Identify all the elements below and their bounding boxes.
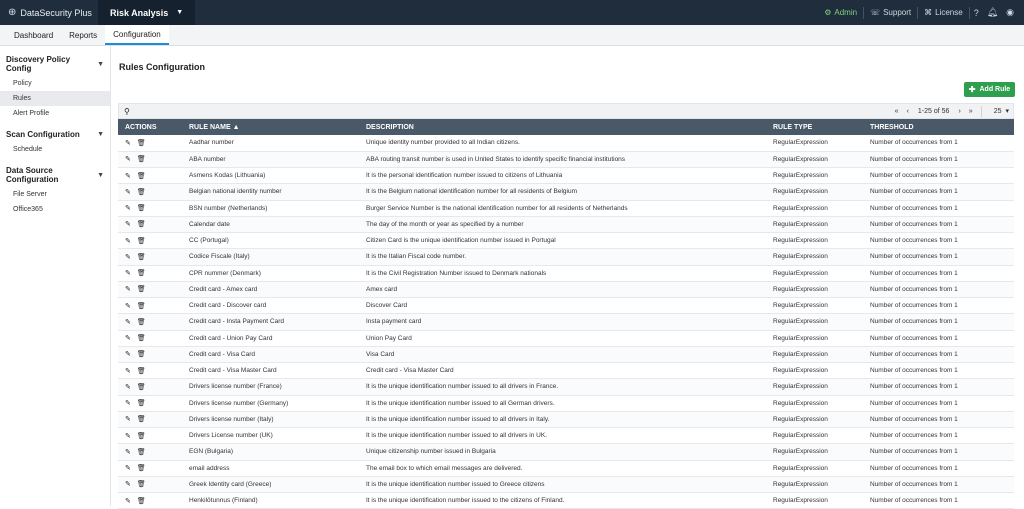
rule-type-cell: RegularExpression [766,444,863,460]
row-actions [118,411,182,427]
rule-name-cell: Credit card - Discover card [182,298,359,314]
threshold-cell: Number of occurrences from 1 [863,493,1014,509]
table-row [118,476,1014,492]
description-cell: It is the unique identification number issued to the citizens of Finland. [359,493,766,509]
col-actions: ACTIONS [118,119,182,135]
row-actions [118,363,182,379]
threshold-cell: Number of occurrences from 1 [863,184,1014,200]
threshold-cell: Number of occurrences from 1 [863,200,1014,216]
table-row [118,363,1014,379]
support-label: Support [883,8,912,17]
description-cell: It is the unique identification number issued to all German drivers. [359,395,766,411]
threshold-cell: Number of occurrences from 1 [863,249,1014,265]
delete-icon[interactable]: 🗑︎ [136,481,146,489]
description-cell: Unique identity number provided to all Indian citizens. [359,135,766,151]
delete-icon[interactable]: 🗑︎ [136,318,146,326]
rule-name-cell: Belgian national identity number [182,184,359,200]
module-switcher[interactable] [98,0,195,25]
product-brand[interactable] [0,0,98,25]
rule-name-cell: Credit card - Amex card [182,281,359,297]
caret-down-icon: ▼ [97,60,104,68]
rule-type-cell: RegularExpression [766,233,863,249]
tab-dashboard[interactable]: Dashboard [14,30,54,40]
delete-icon[interactable]: 🗑︎ [136,302,146,310]
description-cell: Burger Service Number is the national identification number for all residents of Netherlands [359,200,766,216]
sidebar-item-office365[interactable]: Office365 [13,206,43,213]
row-actions [118,298,182,314]
question-icon[interactable]: ? [973,7,979,18]
edit-icon[interactable]: ✎ [125,205,131,213]
pagination [891,106,1013,117]
row-actions [118,168,182,184]
delete-icon[interactable]: 🗑︎ [136,253,146,261]
delete-icon[interactable]: 🗑︎ [136,286,146,294]
threshold-cell: Number of occurrences from 1 [863,168,1014,184]
edit-icon[interactable]: ✎ [125,286,131,294]
tab-reports[interactable]: Reports [69,30,98,40]
top-bar [0,0,1024,25]
rule-name-cell: Drivers License number (UK) [182,428,359,444]
main-content [111,46,1024,506]
description-cell: Discover Card [359,298,766,314]
table-row [118,135,1014,151]
sort-asc-icon: ▲ [232,123,240,131]
edit-icon[interactable]: ✎ [125,156,131,164]
rule-name-cell: ABA number [182,151,359,167]
threshold-cell: Number of occurrences from 1 [863,281,1014,297]
rule-type-cell: RegularExpression [766,200,863,216]
sidebar-item-file-server[interactable]: File Server [13,191,47,198]
edit-icon[interactable]: ✎ [125,448,131,456]
edit-icon[interactable]: ✎ [125,253,131,261]
delete-icon[interactable]: 🗑︎ [136,416,146,424]
description-cell: Citizen Card is the unique identification number issued in Portugal [359,233,766,249]
delete-icon[interactable]: 🗑︎ [136,432,146,440]
rule-type-cell: RegularExpression [766,379,863,395]
caret-down-icon: ▼ [176,9,184,16]
delete-icon[interactable]: 🗑︎ [136,188,146,196]
row-actions [118,135,182,151]
table-row [118,265,1014,281]
table-row [118,184,1014,200]
next-page-icon[interactable]: › [958,107,961,115]
rule-type-cell: RegularExpression [766,314,863,330]
sidebar-item-rules[interactable]: Rules [0,91,110,106]
license-link[interactable] [918,7,970,19]
edit-icon[interactable]: ✎ [125,335,131,343]
rule-name-cell: Credit card - Insta Payment Card [182,314,359,330]
table-row [118,314,1014,330]
rule-type-cell: RegularExpression [766,298,863,314]
threshold-cell: Number of occurrences from 1 [863,330,1014,346]
rule-name-cell: Greek Identity card (Greece) [182,476,359,492]
bell-icon[interactable]: 🔔︎ [986,7,999,17]
edit-icon[interactable]: ✎ [125,432,131,440]
rule-name-cell: Credit card - Union Pay Card [182,330,359,346]
edit-icon[interactable]: ✎ [125,318,131,326]
table-row [118,200,1014,216]
rule-type-cell: RegularExpression [766,346,863,362]
threshold-cell: Number of occurrences from 1 [863,411,1014,427]
description-cell: Unique citizenship number issued in Bulgaria [359,444,766,460]
plus-icon: ✚ [968,85,976,94]
delete-icon[interactable]: 🗑︎ [136,270,146,278]
table-row [118,346,1014,362]
description-cell: It is the Civil Registration Number issued to Denmark nationals [359,265,766,281]
rule-name-cell: Drivers license number (Germany) [182,395,359,411]
rule-type-cell: RegularExpression [766,216,863,232]
edit-icon[interactable]: ✎ [125,383,131,391]
table-row [118,428,1014,444]
row-actions [118,444,182,460]
row-actions [118,184,182,200]
edit-icon[interactable]: ✎ [125,400,131,408]
description-cell: It is the unique identification number issued to all drivers in France. [359,379,766,395]
sidebar-group-title: Data Source Configuration [6,166,59,184]
threshold-cell: Number of occurrences from 1 [863,363,1014,379]
table-toolbar [118,103,1014,119]
rule-type-cell: RegularExpression [766,330,863,346]
description-cell: It is the unique identification number issued to all drivers in UK. [359,428,766,444]
delete-icon[interactable]: 🗑︎ [136,367,146,375]
description-cell: ABA routing transit number is used in United States to identify specific financial institutions [359,151,766,167]
add-rule-button[interactable] [964,82,1015,97]
table-body [118,135,1014,509]
row-actions [118,200,182,216]
rule-name-cell: CC (Portugal) [182,233,359,249]
rule-name-cell: Credit card - Visa Card [182,346,359,362]
rule-name-cell: EGN (Bulgaria) [182,444,359,460]
support-link[interactable] [864,7,918,19]
sidebar-group-title: Scan Configuration [6,130,80,139]
license-label: License [935,8,963,17]
module-name: Risk Analysis [110,7,169,18]
edit-icon[interactable]: ✎ [125,221,131,229]
table-row [118,298,1014,314]
per-page-value: 25 [993,108,1002,115]
sidebar-group-data-source[interactable] [0,157,110,187]
row-actions [118,428,182,444]
tab-configuration[interactable]: Configuration [105,25,169,45]
table-row [118,493,1014,509]
rule-name-cell: Codice Fiscale (Italy) [182,249,359,265]
per-page-select[interactable]: 25 ▾ [986,107,1013,115]
user-icon[interactable]: ◉ [1006,7,1014,17]
row-actions [118,265,182,281]
table-row [118,444,1014,460]
prev-page-icon[interactable]: ‹ [906,107,909,115]
add-rule-label: Add Rule [979,86,1011,93]
table-row [118,330,1014,346]
rule-type-cell: RegularExpression [766,476,863,492]
sidebar-item-policy[interactable]: Policy [13,80,32,87]
table-row [118,216,1014,232]
rule-type-cell: RegularExpression [766,395,863,411]
threshold-cell: Number of occurrences from 1 [863,265,1014,281]
delete-icon[interactable]: 🗑︎ [136,237,146,245]
top-right-links [818,7,1024,19]
rule-type-cell: RegularExpression [766,168,863,184]
row-actions [118,493,182,509]
description-cell: The day of the month or year as specified by a number [359,216,766,232]
chat-icon: ☏ [870,8,881,17]
row-actions [118,346,182,362]
license-icon: ⌘ [924,8,933,17]
product-name: DataSecurity Plus [20,7,92,18]
delete-icon[interactable]: 🗑︎ [136,497,146,505]
sidebar-item-schedule[interactable]: Schedule [13,146,43,153]
description-cell: Union Pay Card [359,330,766,346]
rule-type-cell: RegularExpression [766,265,863,281]
threshold-cell: Number of occurrences from 1 [863,395,1014,411]
edit-icon[interactable]: ✎ [125,481,131,489]
table-row [118,281,1014,297]
edit-icon[interactable]: ✎ [125,465,131,473]
edit-icon[interactable]: ✎ [125,351,131,359]
delete-icon[interactable]: 🗑︎ [136,335,146,343]
description-cell: The email box to which email messages are delivered. [359,460,766,476]
threshold-cell: Number of occurrences from 1 [863,444,1014,460]
sidebar-group-title: Discovery Policy Config [6,55,71,73]
admin-label: Admin [834,8,858,17]
first-page-icon[interactable]: « [894,107,899,115]
edit-icon[interactable]: ✎ [125,139,131,147]
threshold-cell: Number of occurrences from 1 [863,135,1014,151]
table-row [118,249,1014,265]
rule-name-cell: Asmens Kodas (Lithuania) [182,168,359,184]
rule-type-cell: RegularExpression [766,151,863,167]
edit-icon[interactable]: ✎ [125,270,131,278]
row-actions [118,476,182,492]
description-cell: Insta payment card [359,314,766,330]
table-row [118,168,1014,184]
rules-table [118,119,1014,509]
main-nav [0,25,1024,46]
table-row [118,411,1014,427]
delete-icon[interactable]: 🗑︎ [136,383,146,391]
delete-icon[interactable]: 🗑︎ [136,172,146,180]
rule-name-cell: Drivers license number (Italy) [182,411,359,427]
table-row [118,379,1014,395]
rule-type-cell: RegularExpression [766,249,863,265]
threshold-cell: Number of occurrences from 1 [863,151,1014,167]
col-description[interactable]: DESCRIPTION [359,119,766,135]
divider [981,106,982,117]
description-cell: It is the Belgium national identification number for all residents of Belgium [359,184,766,200]
rule-name-cell: BSN number (Netherlands) [182,200,359,216]
description-cell: Visa Card [359,346,766,362]
row-actions [118,249,182,265]
edit-icon[interactable]: ✎ [125,497,131,505]
delete-icon[interactable]: 🗑︎ [136,156,146,164]
product-logo-icon: ⊕ [8,7,17,18]
delete-icon[interactable]: 🗑︎ [136,139,146,147]
row-actions [118,314,182,330]
edit-icon[interactable]: ✎ [125,237,131,245]
delete-icon[interactable]: 🗑︎ [136,400,146,408]
threshold-cell: Number of occurrences from 1 [863,233,1014,249]
col-threshold[interactable]: THRESHOLD [863,119,1014,135]
rule-name-cell: email address [182,460,359,476]
rule-name-cell: Aadhar number [182,135,359,151]
sidebar [0,46,111,506]
edit-icon[interactable]: ✎ [125,416,131,424]
edit-icon[interactable]: ✎ [125,188,131,196]
description-cell: It is the unique identification number issued to all drivers in Italy. [359,411,766,427]
table-row [118,151,1014,167]
search-icon[interactable]: ⚲ [124,106,130,116]
rule-type-cell: RegularExpression [766,493,863,509]
edit-icon[interactable]: ✎ [125,302,131,310]
sidebar-item-alert-profile[interactable]: Alert Profile [13,110,50,117]
page-title: Rules Configuration [119,62,205,72]
rule-name-cell: CPR nummer (Denmark) [182,265,359,281]
col-rule-name-label: RULE NAME [189,123,231,131]
threshold-cell: Number of occurrences from 1 [863,428,1014,444]
delete-icon[interactable]: 🗑︎ [136,205,146,213]
delete-icon[interactable]: 🗑︎ [136,465,146,473]
threshold-cell: Number of occurrences from 1 [863,314,1014,330]
row-actions [118,460,182,476]
table-row [118,460,1014,476]
row-actions [118,281,182,297]
threshold-cell: Number of occurrences from 1 [863,379,1014,395]
admin-gear-icon: ⚙ [824,8,832,17]
edit-icon[interactable]: ✎ [125,172,131,180]
rule-type-cell: RegularExpression [766,428,863,444]
page-range: 1-25 of 56 [917,107,950,115]
caret-down-icon: ▼ [97,171,104,179]
table-row [118,395,1014,411]
row-actions [118,233,182,249]
rule-name-cell: Credit card - Visa Master Card [182,363,359,379]
delete-icon[interactable]: 🗑︎ [136,351,146,359]
threshold-cell: Number of occurrences from 1 [863,298,1014,314]
rule-type-cell: RegularExpression [766,184,863,200]
admin-link[interactable] [818,7,864,19]
col-rule-name[interactable] [182,119,359,135]
table-row [118,233,1014,249]
delete-icon[interactable]: 🗑︎ [136,448,146,456]
rule-type-cell: RegularExpression [766,135,863,151]
threshold-cell: Number of occurrences from 1 [863,346,1014,362]
rule-type-cell: RegularExpression [766,411,863,427]
table-header-row [118,119,1014,135]
description-cell: Credit card - Visa Master Card [359,363,766,379]
edit-icon[interactable]: ✎ [125,367,131,375]
rule-type-cell: RegularExpression [766,363,863,379]
row-actions [118,151,182,167]
rule-name-cell: Henkilötunnus (Finland) [182,493,359,509]
threshold-cell: Number of occurrences from 1 [863,460,1014,476]
last-page-icon[interactable]: » [968,107,973,115]
description-cell: Amex card [359,281,766,297]
row-actions [118,330,182,346]
threshold-cell: Number of occurrences from 1 [863,216,1014,232]
sidebar-group-discovery[interactable] [0,46,110,76]
rule-type-cell: RegularExpression [766,460,863,476]
delete-icon[interactable]: 🗑︎ [136,221,146,229]
rule-name-cell: Calendar date [182,216,359,232]
row-actions [118,216,182,232]
description-cell: It is the personal identification number issued to citizens of Lithuania [359,168,766,184]
sidebar-group-scan[interactable] [0,121,110,142]
threshold-cell: Number of occurrences from 1 [863,476,1014,492]
col-rule-type[interactable]: RULE TYPE [766,119,863,135]
description-cell: It is the unique identification number issued to Greece citizens [359,476,766,492]
caret-down-icon: ▼ [97,131,104,138]
rule-type-cell: RegularExpression [766,281,863,297]
description-cell: It is the Italian Fiscal code number. [359,249,766,265]
row-actions [118,395,182,411]
row-actions [118,379,182,395]
rule-name-cell: Drivers license number (France) [182,379,359,395]
